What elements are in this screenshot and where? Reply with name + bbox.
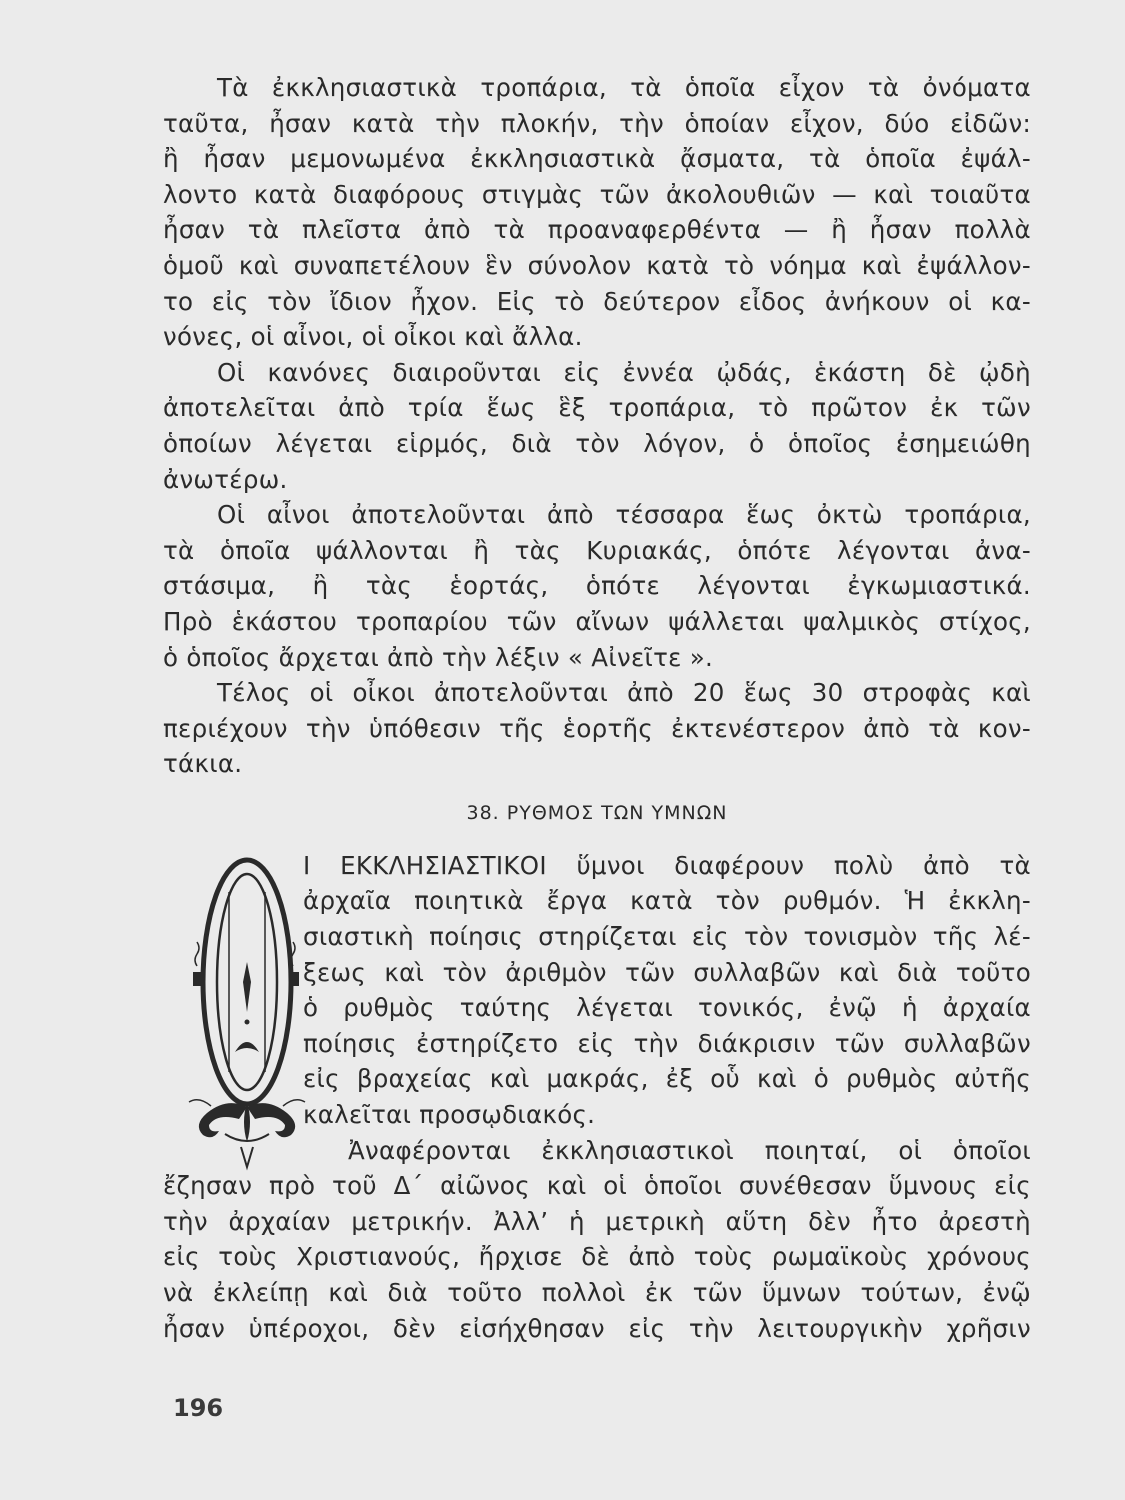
text-line: τάκια.	[163, 749, 243, 779]
text-line: Πρὸ ἑκάστου τροπαρίου τῶν αἴνων ψάλλεται ψαλμικὸς στίχος,	[163, 606, 1031, 636]
text-line: ἀνωτέρω.	[163, 464, 288, 494]
text-line: ὁμοῦ καὶ συναπετέλουν ἓν σύνολον κατὰ τὸ νόημα καὶ ἐψάλλον-	[163, 250, 1031, 280]
text-line: ὁποίων λέγεται εἱρμός, διὰ τὸν λόγον, ὁ ὁποῖος ἐσημειώθη	[163, 428, 1031, 458]
text-line: καλεῖται προσῳδιακός.	[303, 1100, 596, 1130]
text-line: ταῦτα, ἦσαν κατὰ τὴν πλοκήν, τὴν ὁποίαν εἶχον, δύο εἰδῶν:	[163, 108, 1031, 138]
text-line: ξεως καὶ τὸν ἀριθμὸν τῶν συλλαβῶν καὶ διὰ τοῦτο	[303, 957, 1031, 987]
text-line: Τέλος οἱ οἶκοι ἀποτελοῦνται ἀπὸ 20 ἕως 30 στροφὰς καὶ	[217, 678, 1031, 708]
text-line: τὰ ὁποῖα ψάλλονται ἢ τὰς Κυριακάς, ὁπότε λέγονται ἀνα-	[163, 535, 1031, 565]
text-line: στάσιμα, ἢ τὰς ἑορτάς, ὁπότε λέγονται ἐγκωμιαστικά.	[163, 571, 1031, 601]
text-line: εἰς βραχείας καὶ μακράς, ἐξ οὗ καὶ ὁ ρυθμὸς αὐτῆς	[303, 1064, 1031, 1094]
paragraph	[163, 675, 1031, 782]
page-body	[163, 70, 1031, 1346]
text-line: ἀρχαῖα ποιητικὰ ἔργα κατὰ τὸν ρυθμόν. Ἡ ἐκκλη-	[303, 886, 1031, 916]
text-line: ἦσαν ὑπέροχοι, δὲν εἰσήχθησαν εἰς τὴν λειτουργικὴν χρῆσιν	[163, 1313, 1031, 1343]
text-line: ἢ ἦσαν μεμονωμένα ἐκκλησιαστικὰ ᾄσματα, τὰ ὁποῖα ἐψάλ-	[163, 144, 1031, 174]
text-line: ὁ ὁποῖος ἄρχεται ἀπὸ τὴν λέξιν « Αἰνεῖτε ».	[163, 642, 714, 672]
text-line: Οἱ αἶνοι ἀποτελοῦνται ἀπὸ τέσσαρα ἕως ὀκτὼ τροπάρια,	[217, 500, 1031, 530]
paragraph	[163, 497, 1031, 675]
text-line: σιαστικὴ ποίησις στηρίζεται εἰς τὸν τονισμὸν τῆς λέ-	[303, 922, 1031, 952]
text-line: ἀποτελεῖται ἀπὸ τρία ἕως ἓξ τροπάρια, τὸ πρῶτον ἐκ τῶν	[163, 393, 1031, 423]
text-line: εἰς τοὺς Χριστιανούς, ἤρχισε δὲ ἀπὸ τοὺς ρωμαϊκοὺς χρόνους	[163, 1242, 1031, 1272]
text-line: περιέχουν τὴν ὑπόθεσιν τῆς ἑορτῆς ἐκτενέστερον ἀπὸ τὰ κον-	[163, 713, 1031, 743]
text-line: Ἀναφέρονται ἐκκλησιαστικοὶ ποιηταί, οἱ ὁποῖοι	[348, 1135, 1031, 1165]
paragraph	[163, 355, 1031, 497]
page-number: 196	[173, 1394, 224, 1422]
text-line: Ι ΕΚΚΛΗΣΙΑΣΤΙΚΟΙ ὕμνοι διαφέρουν πολὺ ἀπὸ τὰ	[303, 850, 1031, 880]
text-line: ἔζησαν πρὸ τοῦ Δ´ αἰῶνος καὶ οἱ ὁποῖοι συνέθεσαν ὕμνους εἰς	[163, 1171, 1031, 1201]
text-line: τὴν ἀρχαίαν μετρικήν. Ἀλλ’ ἡ μετρικὴ αὕτη δὲν ἦτο ἀρεστὴ	[163, 1206, 1031, 1236]
ornamental-dropcap-icon	[185, 852, 313, 1192]
text-line: Τὰ ἐκκλησιαστικὰ τροπάρια, τὰ ὁποῖα εἶχον τὰ ὀνόματα	[217, 73, 1031, 102]
text-line: λοντο κατὰ διαφόρους στιγμὰς τῶν ἀκολουθιῶν — καὶ τοιαῦτα	[163, 179, 1031, 209]
text-line: νὰ ἐκλείπῃ καὶ διὰ τοῦτο πολλοὶ ἐκ τῶν ὕμνων τούτων, ἐνῷ	[163, 1278, 1031, 1307]
text-line: ὁ ρυθμὸς ταύτης λέγεται τονικός, ἐνῷ ἡ ἀρχαία	[303, 993, 1031, 1023]
dropcap-section	[163, 848, 1031, 1133]
text-line: το εἰς τὸν ἴδιον ἦχον. Εἰς τὸ δεύτερον εἶδος ἀνήκουν οἱ κα-	[163, 286, 1031, 316]
text-line: ποίησις ἐστηρίζετο εἰς τὴν διάκρισιν τῶν συλλαβῶν	[303, 1028, 1031, 1058]
text-line: νόνες, οἱ αἶνοι, οἱ οἶκοι καὶ ἄλλα.	[163, 322, 583, 352]
section-heading: 38. ΡΥΘΜΟΣ ΤΩΝ ΥΜΝΩΝ	[466, 801, 728, 824]
text-line: ἦσαν τὰ πλεῖστα ἀπὸ τὰ προαναφερθέντα — ἢ ἦσαν πολλὰ	[163, 215, 1031, 245]
text-line: Οἱ κανόνες διαιροῦνται εἰς ἐννέα ᾠδάς, ἑκάστη δὲ ᾠδὴ	[217, 357, 1031, 387]
paragraph	[163, 70, 1031, 355]
